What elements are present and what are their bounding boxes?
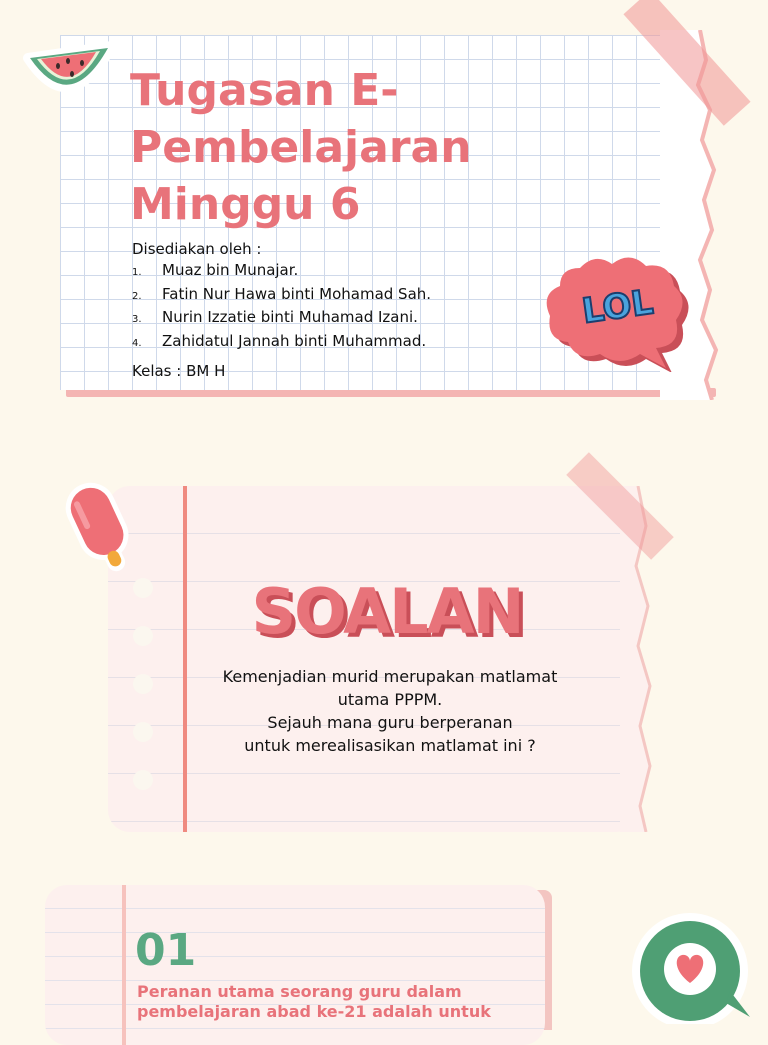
question-line: utama PPPM. xyxy=(337,690,443,709)
page-title xyxy=(130,62,550,233)
watermelon-icon xyxy=(22,36,118,106)
list-number: 2. xyxy=(132,290,142,302)
list-number: 1. xyxy=(132,267,142,278)
member-name: Muaz bin Munajar. xyxy=(162,261,299,279)
member-name: Zahidatul Jannah binti Muhammad. xyxy=(162,331,427,350)
question-text xyxy=(190,665,590,757)
class-label: Kelas : BM H xyxy=(132,362,226,380)
section-heading: SOALAN xyxy=(251,575,523,648)
title-line: Minggu 6 xyxy=(130,179,361,230)
lol-text: LOL xyxy=(579,282,656,332)
question-card xyxy=(108,486,638,832)
lol-speech-bubble-icon xyxy=(540,250,690,372)
title-line: Pembelajaran xyxy=(130,122,472,173)
question-line: Kemenjadian murid merupakan matlamat xyxy=(222,667,558,686)
binder-hole xyxy=(133,578,153,598)
member-list xyxy=(132,260,431,354)
list-item xyxy=(132,307,431,331)
member-name: Nurin Izzatie binti Muhamad Izani. xyxy=(162,308,418,326)
list-item xyxy=(132,331,431,355)
list-number: 3. xyxy=(132,314,142,325)
heart-speech-bubble-icon xyxy=(618,905,768,1024)
question-line: untuk merealisasikan matlamat ini ? xyxy=(244,736,536,755)
section-number: 01 xyxy=(135,925,197,976)
answer-line: Peranan utama seorang guru dalam xyxy=(137,982,462,1001)
question-line: Sejauh mana guru berperanan xyxy=(267,713,513,732)
margin-line xyxy=(183,486,187,832)
answer-text xyxy=(137,982,537,1022)
list-item xyxy=(132,260,431,284)
binder-hole xyxy=(133,626,153,646)
list-item xyxy=(132,284,431,308)
list-number: 4. xyxy=(132,337,142,349)
title-line: Tugasan E- xyxy=(130,65,399,116)
binder-hole xyxy=(133,674,153,694)
binder-hole xyxy=(133,770,153,790)
member-name: Fatin Nur Hawa binti Mohamad Sah. xyxy=(162,284,432,303)
margin-line xyxy=(122,885,126,1045)
popsicle-icon xyxy=(55,480,145,580)
binder-hole xyxy=(133,722,153,742)
prepared-by-label: Disediakan oleh : xyxy=(132,240,262,258)
answer-line: pembelajaran abad ke-21 adalah untuk xyxy=(137,1002,491,1021)
